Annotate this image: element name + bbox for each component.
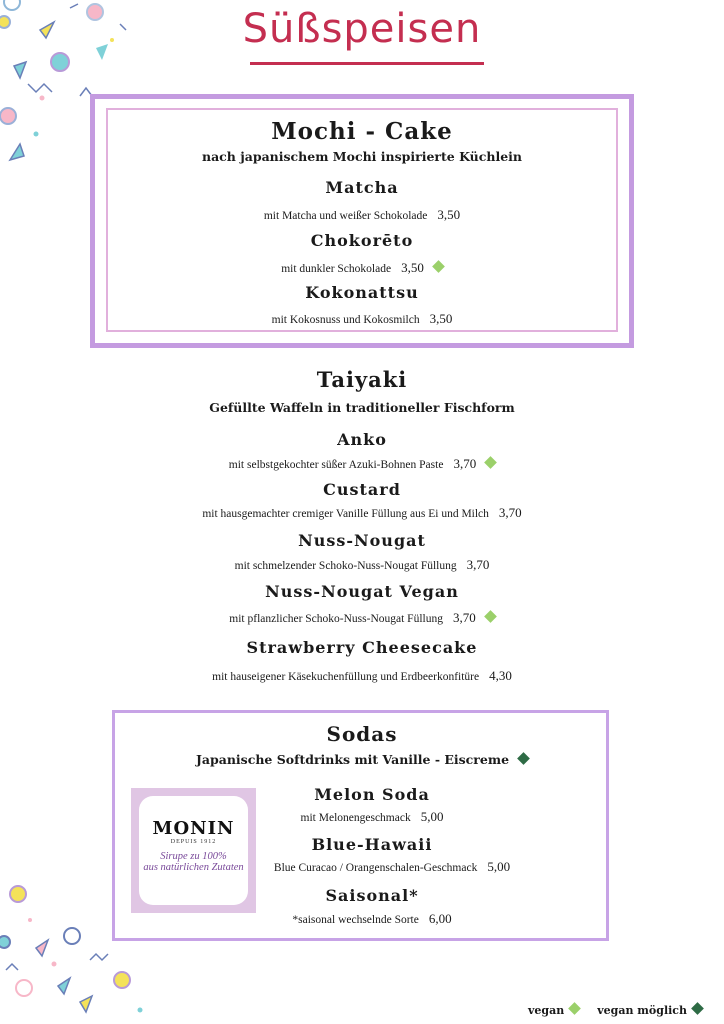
- page-title: Süßspeisen: [242, 6, 482, 52]
- vegan-possible-diamond-icon: [691, 1002, 704, 1015]
- menu-item-price: 3,70: [498, 505, 522, 520]
- menu-item-name: Chokorēto: [310, 231, 414, 250]
- sodas-subheading-text: Japanische Softdrinks mit Vanille - Eiscreme: [195, 752, 510, 767]
- menu-item-price: 5,00: [420, 809, 444, 824]
- vegan-diamond-icon: [484, 456, 497, 469]
- monin-brand: MONIN: [152, 818, 235, 839]
- monin-tagline-1: Sirupe zu 100%: [160, 851, 227, 862]
- menu-item-line: [262, 808, 482, 826]
- vegan-diamond-icon: [568, 1002, 581, 1015]
- vegan-diamond-icon: [432, 260, 445, 273]
- taiyaki-subheading: Gefüllte Waffeln in traditioneller Fischform: [209, 400, 515, 415]
- menu-item-name: Anko: [337, 430, 387, 449]
- menu-item-description: mit Kokosnuss und Kokosmilch: [271, 314, 420, 326]
- menu-item-name: Blue-Hawaii: [311, 835, 433, 854]
- menu-item-name: Nuss-Nougat: [298, 531, 426, 550]
- menu-item-line: [0, 206, 724, 224]
- menu-item-description: mit Melonengeschmack: [300, 812, 411, 824]
- menu-item-description: mit selbstgekochter süßer Azuki-Bohnen Paste: [228, 459, 444, 471]
- menu-item-line: [0, 667, 724, 685]
- menu-item-price: 5,00: [487, 859, 511, 874]
- menu-item-description: mit schmelzender Schoko-Nuss-Nougat Füllung: [234, 560, 457, 572]
- menu-item-name: Custard: [323, 480, 401, 499]
- menu-item-price: 3,50: [437, 207, 461, 222]
- menu-item-description: *saisonal wechselnde Sorte: [292, 914, 419, 926]
- mochi-heading: Mochi - Cake: [271, 118, 453, 145]
- menu-item-description: mit hauseigener Käsekuchenfüllung und Erdbeerkonfitüre: [212, 671, 480, 683]
- legend: [528, 1004, 702, 1017]
- sodas-heading: Sodas: [326, 722, 398, 746]
- mochi-subheading: nach japanischem Mochi inspirierte Küchlein: [201, 149, 522, 164]
- menu-item-line: [0, 556, 724, 574]
- monin-since: DEPUIS 1912: [170, 839, 217, 845]
- menu-item-line: [0, 455, 724, 473]
- menu-item-name: Saisonal*: [325, 886, 419, 905]
- menu-item-price: 3,70: [453, 456, 477, 471]
- monin-tagline-2: aus natürlichen Zutaten: [143, 862, 244, 873]
- menu-item-price: 3,70: [466, 557, 490, 572]
- menu-item-line: [0, 609, 724, 627]
- menu-item-line: [252, 858, 532, 876]
- legend-vegan-possible-label: vegan möglich: [597, 1004, 687, 1017]
- menu-item-price: 6,00: [428, 911, 452, 926]
- menu-item-name: Nuss-Nougat Vegan: [265, 582, 459, 601]
- menu-item-line: [0, 504, 724, 522]
- monin-logo-panel: [139, 796, 248, 905]
- menu-item-price: 3,70: [452, 610, 476, 625]
- menu-item-description: mit dunkler Schokolade: [281, 263, 392, 275]
- menu-item-name: Matcha: [325, 178, 399, 197]
- menu-item-name: Melon Soda: [314, 785, 430, 804]
- menu-item-line: [0, 259, 724, 277]
- menu-item-price: 3,50: [401, 260, 424, 275]
- menu-item-price: 3,50: [429, 311, 453, 326]
- menu-item-line: [0, 310, 724, 328]
- menu-item-name: Strawberry Cheesecake: [246, 638, 478, 657]
- menu-item-name: Kokonattsu: [305, 283, 419, 302]
- sodas-subheading: [0, 752, 724, 767]
- vegan-possible-diamond-icon: [517, 752, 530, 765]
- taiyaki-heading: Taiyaki: [316, 367, 408, 392]
- menu-item-price: 4,30: [489, 668, 512, 683]
- menu-item-description: mit pflanzlicher Schoko-Nuss-Nougat Füllung: [229, 613, 443, 625]
- legend-vegan-label: vegan: [528, 1004, 565, 1017]
- title-underline: [250, 62, 484, 65]
- menu-item-description: mit hausgemachter cremiger Vanille Füllung aus Ei und Milch: [202, 508, 489, 520]
- menu-item-line: [262, 910, 482, 928]
- menu-item-description: mit Matcha und weißer Schokolade: [263, 210, 428, 222]
- menu-item-description: Blue Curacao / Orangenschalen-Geschmack: [273, 862, 478, 874]
- vegan-diamond-icon: [484, 610, 497, 623]
- monin-logo: [131, 788, 256, 913]
